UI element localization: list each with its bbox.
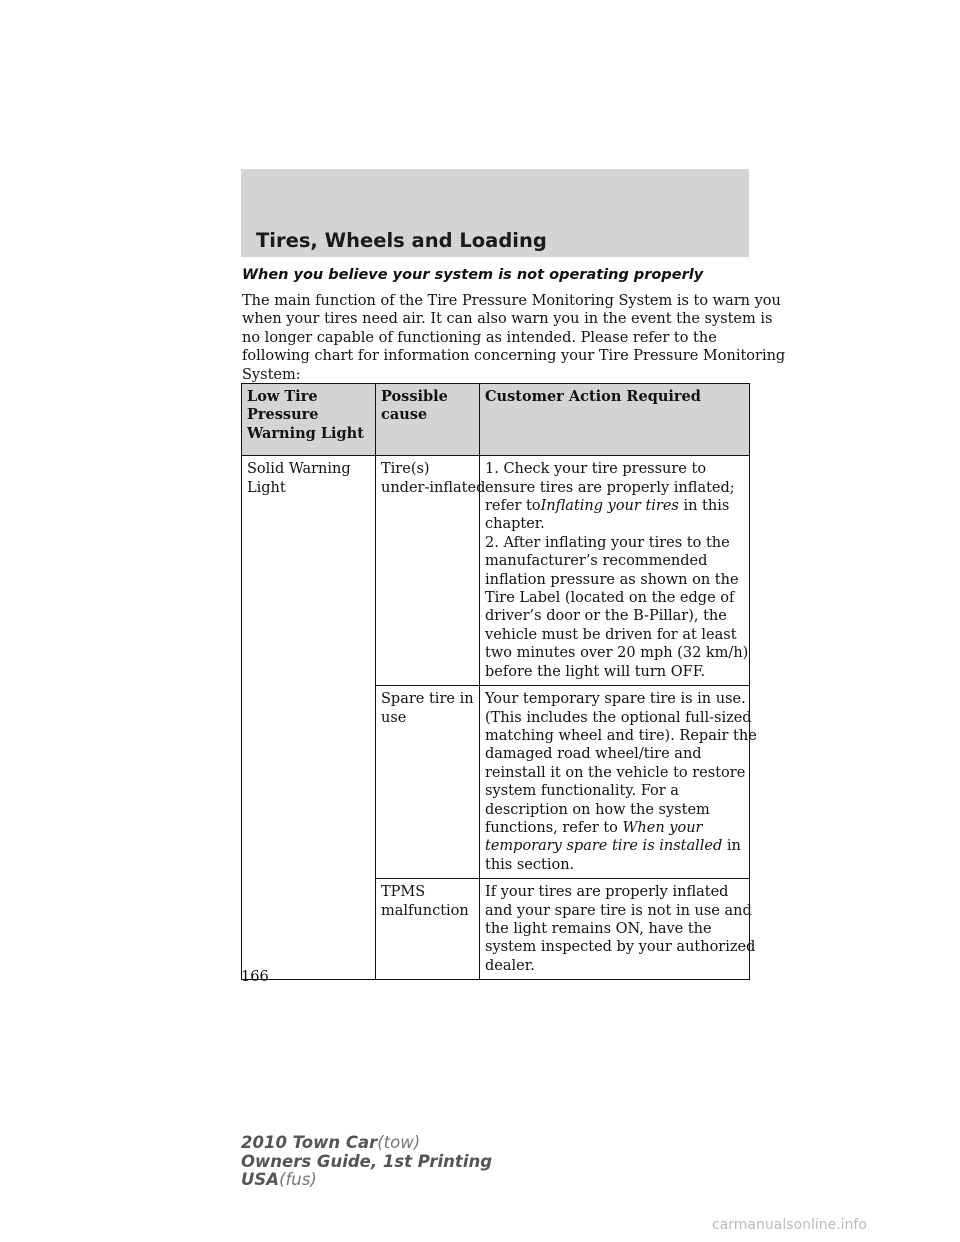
intro-line: no longer capable of functioning as intended. Please refer to the [242,329,717,346]
action-cell: 1. Check your tire pressure to ensure tires are properly inflated; refer toInflating your tires in this chapter. 2. After inflating your tires to the manufacturer’s recommended inflation pressure as shown on the Tire Label (located on the edge of driver’s door or the B-Pillar), the vehicle must be driven for at least two minutes over 20 mph (32 km/h) before the light will turn OFF. [480,456,750,686]
column-header-warning-light: Low Tire Pressure Warning Light [242,384,376,456]
column-header-possible-cause: Possible cause [376,384,480,456]
section-heading: When you believe your system is not operating properly [242,267,704,283]
table-header-row [242,384,750,456]
document-footer: 2010 Town Car(tow) Owners Guide, 1st Printing USA(fus) [241,1133,493,1189]
page-number: 166 [241,969,269,985]
cause-cell: TPMS malfunction [376,879,480,980]
intro-line: when your tires need air. It can also warn you in the event the system is [242,311,773,328]
intro-paragraph [242,292,786,384]
intro-line: following chart for information concerning your Tire Pressure Monitoring [242,348,786,365]
action-cell: If your tires are properly inflated and your spare tire is not in use and the light remains ON, have the system inspected by your authorized dealer. [480,879,750,980]
cause-cell: Spare tire in use [376,686,480,879]
action-cell: Your temporary spare tire is in use. (This includes the optional full-sized matching wheel and tire). Repair the damaged road wheel/tire and reinstall it on the vehicle to restore system functionality. For a description on how the system functions, refer to When your temporary spare tire is installed in this section. [480,686,750,879]
cross-reference-link: Inflating your tires [540,498,679,515]
warning-light-cell: Solid Warning Light [242,456,376,980]
tpms-troubleshooting-table [241,383,757,980]
column-header-customer-action: Customer Action Required [480,384,750,456]
cross-reference-link: When your [622,819,703,836]
cross-reference-link: temporary spare tire is installed [485,838,723,855]
table-row [242,456,750,686]
watermark: carmanualsonline.info [712,1217,867,1233]
intro-line: System: [242,366,301,383]
page-title: Tires, Wheels and Loading [256,229,547,252]
intro-line: The main function of the Tire Pressure Monitoring System is to warn you [242,293,781,309]
cause-cell: Tire(s) under-inflated [376,456,480,686]
